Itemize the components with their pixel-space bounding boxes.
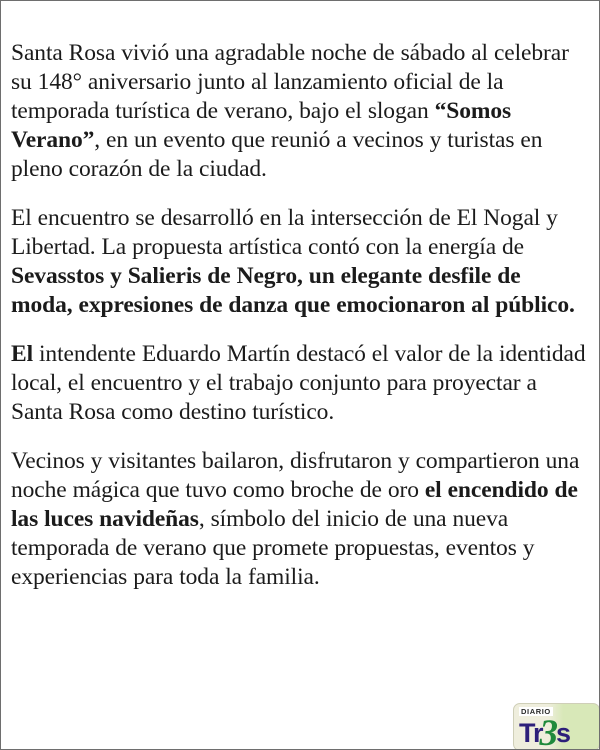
article-paragraph-2 bbox=[11, 204, 587, 320]
emphasis-run: “Somos Verano” bbox=[11, 98, 512, 153]
diario-tres-logo bbox=[513, 703, 600, 750]
article-paragraph-4 bbox=[11, 447, 587, 592]
text-run: Vecinos y visitantes bailaron, disfrutaron y compartieron una noche mágica que tuvo como broche de oro bbox=[11, 448, 580, 503]
article-text-body bbox=[1, 1, 599, 592]
article-paragraph-1 bbox=[11, 39, 587, 184]
article-paragraph-3 bbox=[11, 340, 587, 427]
emphasis-run: el encendido de las luces navideñas bbox=[11, 477, 578, 532]
text-run: intendente Eduardo Martín destacó el valor de la identidad local, el encuentro y el trabajo conjunto para proyectar a Santa Rosa como destino turístico. bbox=[11, 341, 586, 425]
logo-wordmark-numeral: 3 bbox=[539, 713, 559, 750]
text-run: Santa Rosa vivió una agradable noche de sábado al celebrar su 148° aniversario junto al lanzamiento oficial de la temporada turística de verano, bajo el slogan bbox=[11, 40, 569, 124]
logo-wordmark-prefix: Tr bbox=[519, 718, 543, 748]
logo-kicker-text: DIARIO bbox=[521, 707, 551, 716]
text-run: El encuentro se desarrolló en la intersección de El Nogal y Libertad. La propuesta artística contó con la energía de bbox=[11, 205, 558, 260]
emphasis-run: El bbox=[11, 341, 34, 367]
text-run: , símbolo del inicio de una nueva temporada de verano que promete propuestas, eventos y experiencias para toda la familia. bbox=[11, 506, 535, 590]
logo-wordmark bbox=[519, 714, 597, 748]
logo-wordmark-suffix: s bbox=[556, 718, 571, 748]
text-run: , en un evento que reunió a vecinos y turistas en pleno corazón de la ciudad. bbox=[11, 127, 543, 182]
emphasis-run: Sevasstos y Salieris de Negro, un elegante desfile de moda, expresiones de danza que emocionaron al público. bbox=[11, 263, 575, 318]
